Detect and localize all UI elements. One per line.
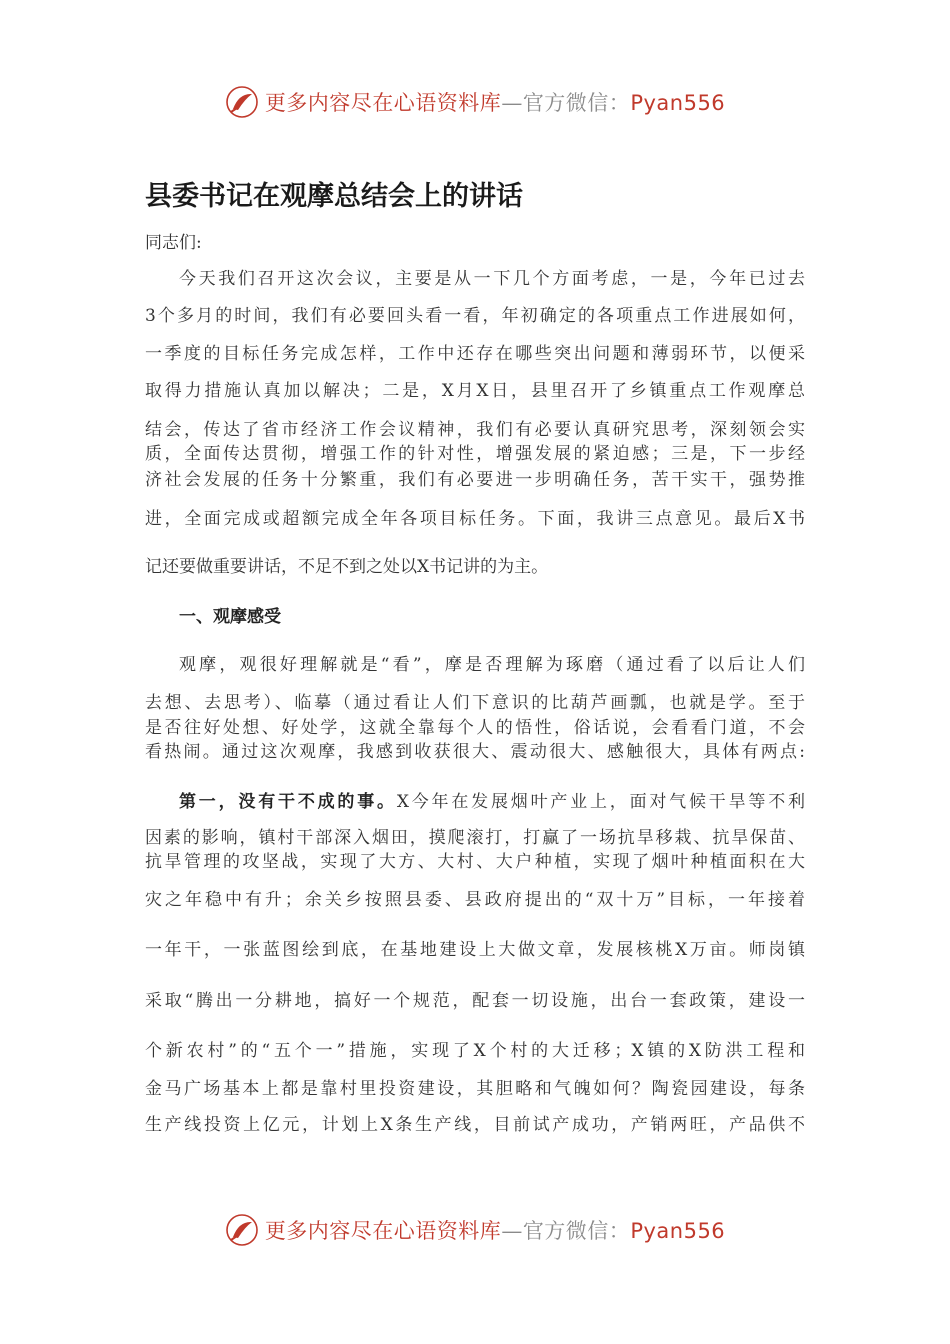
paragraph-line: 3个多月的时间，我们有必要回头看一看，年初确定的各项重点工作进展如何， — [145, 306, 805, 326]
paragraph-line: 因素的影响，镇村干部深入烟田，摸爬滚打，打赢了一场抗旱移栽、抗旱保苗、 — [145, 828, 805, 848]
paragraph-line: 进，全面完成或超额完成全年各项目标任务。下面，我讲三点意见。最后X书 — [145, 509, 805, 529]
paragraph-line — [179, 791, 805, 813]
banner-text — [265, 1215, 725, 1245]
paragraph-line: 观摩，观很好理解就是“看”，摩是否理解为琢磨（通过看了以后让人们 — [179, 655, 805, 675]
banner-text-gray: —官方微信： — [501, 91, 631, 115]
banner-text-gray: —官方微信： — [501, 1219, 631, 1243]
paragraph-line: 结会，传达了省市经济工作会议精神，我们有必要认真研究思考，深刻领会实 — [145, 420, 805, 440]
paragraph-line: 济社会发展的任务十分繁重，我们有必要进一步明确任务，苦干实干，强势推 — [145, 470, 805, 490]
banner-text-red: 更多内容尽在心语资料库 — [264, 1219, 502, 1243]
pen-logo-icon — [225, 85, 259, 119]
banner-text — [265, 87, 725, 117]
paragraph-line: 记还要做重要讲话，不足不到之处以X书记讲的为主。 — [145, 557, 549, 577]
paragraph-line: 质，全面传达贯彻，增强工作的针对性，增强发展的紧迫感；三是，下一步经 — [145, 444, 805, 464]
paragraph-line: 看热闹。通过这次观摩，我感到收获很大、震动很大、感触很大，具体有两点: — [145, 742, 805, 762]
paragraph-line: 取得力措施认真加以解决；二是，X月X日，县里召开了乡镇重点工作观摩总 — [145, 381, 805, 401]
paragraph-line: 一年干，一张蓝图绘到底，在基地建设上大做文章，发展核桃X万亩。师岗镇 — [145, 940, 805, 960]
banner-wechat-id: Pyan556 — [630, 1219, 726, 1243]
paragraph-line: 抗旱管理的攻坚战，实现了大方、大村、大户种植，实现了烟叶种植面积在大 — [145, 852, 805, 872]
pen-logo-icon — [225, 1213, 259, 1247]
banner-wechat-id: Pyan556 — [630, 91, 726, 115]
banner-text-red: 更多内容尽在心语资料库 — [264, 91, 502, 115]
paragraph-line: 是否往好处想、好处学，这就全靠每个人的悟性，俗话说，会看看门道，不会 — [145, 718, 805, 738]
paragraph-line: 生产线投资上亿元，计划上X条生产线，目前试产成功，产销两旺，产品供不 — [145, 1115, 805, 1135]
point-text: X今年在发展烟叶产业上，面对气候干旱等不利 — [396, 792, 806, 812]
salutation: 同志们: — [145, 233, 202, 253]
paragraph-line: 今天我们召开这次会议，主要是从一下几个方面考虑，一是，今年已过去 — [179, 269, 805, 289]
header-watermark-banner — [0, 82, 950, 122]
paragraph-line: 金马广场基本上都是靠村里投资建设，其胆略和气魄如何？陶瓷园建设，每条 — [145, 1079, 805, 1099]
paragraph-line: 灾之年稳中有升；余关乡按照县委、县政府提出的“双十万”目标，一年接着 — [145, 890, 805, 910]
paragraph-line: 去想、去思考）、临摹（通过看让人们下意识的比葫芦画瓢，也就是学。至于 — [145, 693, 805, 713]
paragraph-line: 一季度的目标任务完成怎样，工作中还存在哪些突出问题和薄弱环节，以便采 — [145, 344, 805, 364]
paragraph-line: 采取“腾出一分耕地，搞好一个规范，配套一切设施，出台一套政策，建设一 — [145, 991, 805, 1011]
paragraph-line: 个新农村”的“五个一”措施，实现了X个村的大迁移；X镇的X防洪工程和 — [145, 1041, 805, 1061]
section-heading: 一、观摩感受 — [179, 607, 281, 627]
point-heading-bold: 第一，没有干不成的事。 — [179, 792, 397, 812]
document-title: 县委书记在观摩总结会上的讲话 — [145, 181, 523, 212]
footer-watermark-banner — [0, 1210, 950, 1250]
